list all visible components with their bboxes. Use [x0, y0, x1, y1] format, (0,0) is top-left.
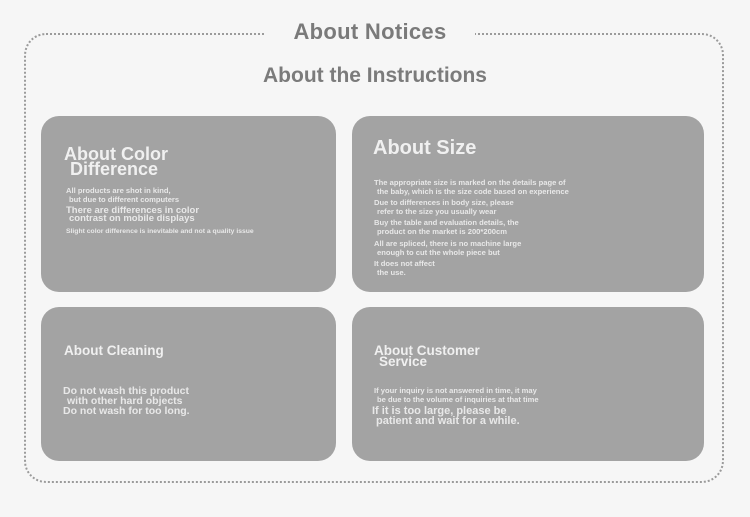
- section-subtitle: About the Instructions: [263, 64, 487, 87]
- card-text: Slight color difference is inevitable and not a quality issue: [66, 228, 254, 235]
- card-text: If it is too large, please be patient and wait for a while.: [372, 405, 520, 427]
- card-text: It does not affect the use.: [374, 259, 435, 277]
- card-title: About Cleaning: [64, 343, 164, 358]
- card-title: About Color Difference: [64, 144, 168, 179]
- page-title: About Notices: [265, 16, 475, 48]
- card-title: About Customer Service: [374, 343, 480, 369]
- card-text: Due to differences in body size, please refer to the size you usually wear: [374, 198, 514, 216]
- card-text: All products are shot in kind, but due to different computers: [66, 186, 180, 204]
- card-text: The appropriate size is marked on the details page of the baby, which is the size code based on experience: [374, 178, 569, 196]
- card-text: All are spliced, there is no machine large enough to cut the whole piece but: [374, 239, 522, 257]
- cleaning-card: [41, 307, 336, 461]
- color-difference-card: [41, 116, 336, 292]
- card-text: If your inquiry is not answered in time, it may be due to the volume of inquiries at that time: [374, 386, 539, 404]
- card-text: Do not wash this product with other hard objects Do not wash for too long.: [63, 385, 190, 417]
- card-text: There are differences in color contrast on mobile displays: [66, 205, 200, 224]
- card-title: About Size: [373, 137, 477, 159]
- card-text: Buy the table and evaluation details, the product on the market is 200*200cm: [374, 218, 519, 236]
- customer-service-card: [352, 307, 704, 461]
- size-card: [352, 116, 704, 292]
